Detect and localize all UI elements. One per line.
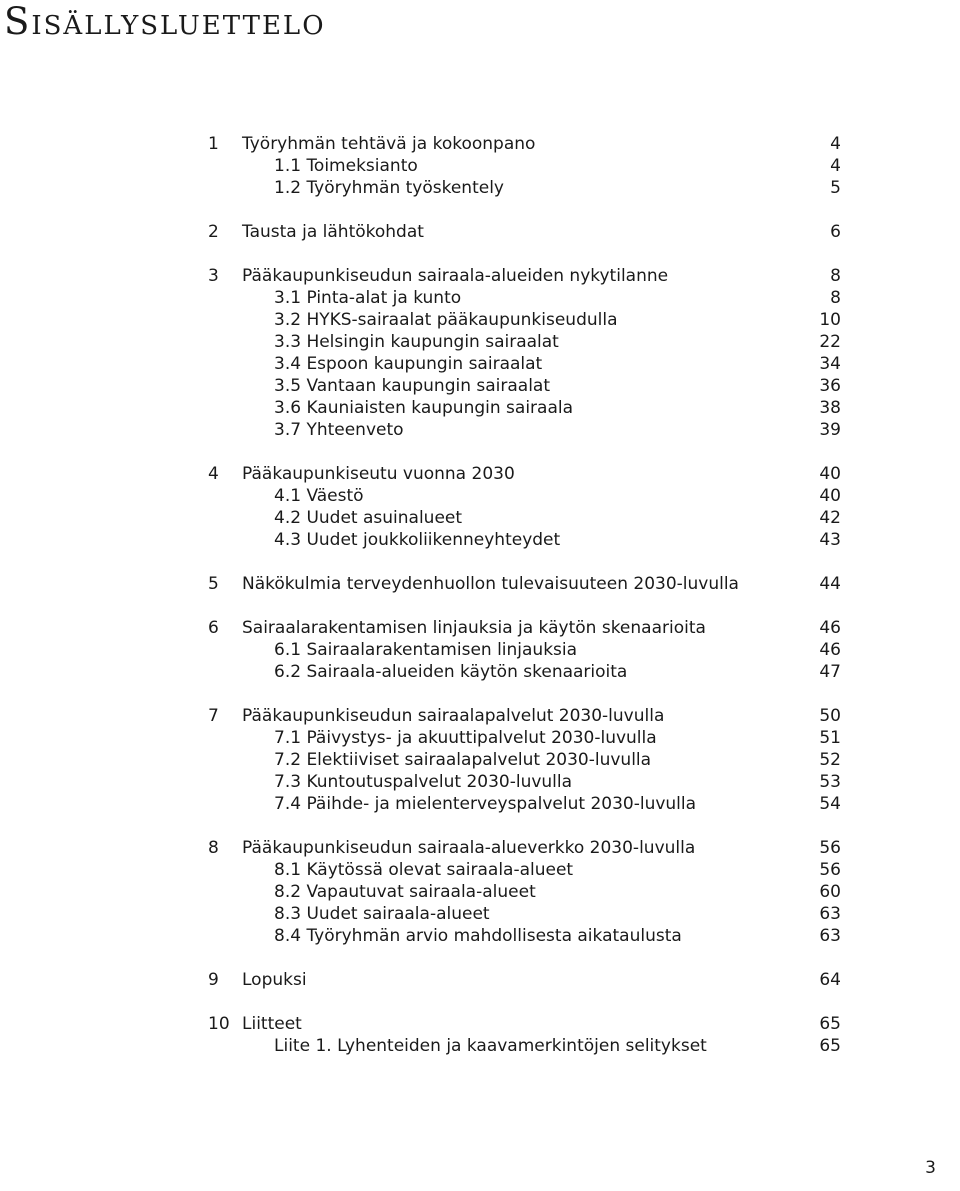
toc-subentry-title: 6.1 Sairaalarakentamisen linjauksia — [274, 640, 578, 660]
toc-subentry[interactable] — [0, 925, 960, 947]
toc-entry-number: 2 — [208, 222, 219, 242]
toc-subentry-title: 1.1 Toimeksianto — [274, 156, 418, 176]
toc-subentry[interactable] — [0, 177, 960, 199]
toc-subentry[interactable] — [0, 155, 960, 177]
toc-entry-title: Sairaalarakentamisen linjauksia ja käytön skenaarioita — [242, 618, 706, 638]
toc-subentry-page: 46 — [819, 640, 841, 660]
toc-section — [0, 837, 960, 947]
toc-entry-number: 7 — [208, 706, 219, 726]
toc-entry[interactable] — [0, 617, 960, 639]
toc-subentry-page: 52 — [819, 750, 841, 770]
toc-section — [0, 265, 960, 441]
toc-entry[interactable] — [0, 969, 960, 991]
toc-entry-title: Liitteet — [242, 1014, 302, 1034]
toc-entry-title: Pääkaupunkiseutu vuonna 2030 — [242, 464, 515, 484]
toc-entry-number: 6 — [208, 618, 219, 638]
toc-subentry-title: 3.7 Yhteenveto — [274, 420, 404, 440]
toc-subentry-title: 6.2 Sairaala-alueiden käytön skenaarioita — [274, 662, 628, 682]
toc-subentry-page: 42 — [819, 508, 841, 528]
toc-subentry-page: 4 — [830, 156, 841, 176]
toc-subentry[interactable] — [0, 529, 960, 551]
toc-subentry[interactable] — [0, 1035, 960, 1057]
toc-entry-number: 1 — [208, 134, 219, 154]
toc-subentry[interactable] — [0, 397, 960, 419]
toc-subentry-title: 7.4 Päihde- ja mielenterveyspalvelut 2030-luvulla — [274, 794, 697, 814]
toc-entry-page: 50 — [819, 706, 841, 726]
toc-subentry-page: 34 — [819, 354, 841, 374]
toc-entry-title: Pääkaupunkiseudun sairaala-alueverkko 2030-luvulla — [242, 838, 696, 858]
toc-subentry-page: 43 — [819, 530, 841, 550]
toc-entry-number: 3 — [208, 266, 219, 286]
toc-subentry[interactable] — [0, 859, 960, 881]
toc-subentry-page: 65 — [819, 1036, 841, 1056]
toc-section — [0, 221, 960, 243]
toc-entry-number: 10 — [208, 1014, 230, 1034]
toc-entry[interactable] — [0, 1013, 960, 1035]
toc-subentry[interactable] — [0, 507, 960, 529]
toc-section — [0, 573, 960, 595]
toc-entry[interactable] — [0, 573, 960, 595]
toc-subentry-title: 3.3 Helsingin kaupungin sairaalat — [274, 332, 559, 352]
toc-subentry-title: 4.3 Uudet joukkoliikenneyhteydet — [274, 530, 561, 550]
toc-subentry-page: 51 — [819, 728, 841, 748]
toc-entry[interactable] — [0, 705, 960, 727]
toc-entry[interactable] — [0, 265, 960, 287]
toc-subentry-page: 53 — [819, 772, 841, 792]
toc-entry-title: Tausta ja lähtökohdat — [242, 222, 424, 242]
toc-entry-page: 40 — [819, 464, 841, 484]
toc-entry-page: 8 — [830, 266, 841, 286]
toc-subentry[interactable] — [0, 287, 960, 309]
toc-subentry[interactable] — [0, 309, 960, 331]
toc-entry-page: 44 — [819, 574, 841, 594]
toc-subentry[interactable] — [0, 903, 960, 925]
toc-section — [0, 617, 960, 683]
toc-entry-page: 4 — [830, 134, 841, 154]
toc-subentry[interactable] — [0, 353, 960, 375]
table-of-contents — [0, 133, 960, 1079]
toc-section — [0, 133, 960, 199]
toc-subentry-page: 38 — [819, 398, 841, 418]
toc-subentry[interactable] — [0, 881, 960, 903]
toc-subentry[interactable] — [0, 331, 960, 353]
page-number: 3 — [925, 1158, 936, 1178]
toc-entry-title: Pääkaupunkiseudun sairaala-alueiden nykytilanne — [242, 266, 669, 286]
toc-subentry-page: 39 — [819, 420, 841, 440]
toc-subentry[interactable] — [0, 639, 960, 661]
toc-subentry-page: 54 — [819, 794, 841, 814]
toc-subentry-title: 7.1 Päivystys- ja akuuttipalvelut 2030-luvulla — [274, 728, 657, 748]
toc-subentry[interactable] — [0, 485, 960, 507]
toc-subentry-page: 56 — [819, 860, 841, 880]
toc-entry-number: 8 — [208, 838, 219, 858]
toc-subentry-page: 63 — [819, 904, 841, 924]
toc-subentry-page: 8 — [830, 288, 841, 308]
toc-subentry[interactable] — [0, 749, 960, 771]
toc-entry-title: Pääkaupunkiseudun sairaalapalvelut 2030-luvulla — [242, 706, 665, 726]
toc-entry-page: 65 — [819, 1014, 841, 1034]
toc-subentry-title: 4.1 Väestö — [274, 486, 364, 506]
toc-entry[interactable] — [0, 221, 960, 243]
toc-subentry[interactable] — [0, 419, 960, 441]
toc-subentry-title: 3.4 Espoon kaupungin sairaalat — [274, 354, 543, 374]
toc-entry-number: 9 — [208, 970, 219, 990]
toc-subentry[interactable] — [0, 793, 960, 815]
toc-subentry[interactable] — [0, 375, 960, 397]
toc-entry-page: 46 — [819, 618, 841, 638]
toc-entry[interactable] — [0, 837, 960, 859]
toc-entry-page: 64 — [819, 970, 841, 990]
toc-entry-page: 6 — [830, 222, 841, 242]
toc-entry[interactable] — [0, 463, 960, 485]
toc-entry-title: Lopuksi — [242, 970, 307, 990]
toc-section — [0, 463, 960, 551]
toc-subentry-page: 47 — [819, 662, 841, 682]
toc-entry-title: Näkökulmia terveydenhuollon tulevaisuuteen 2030-luvulla — [242, 574, 739, 594]
toc-entry-page: 56 — [819, 838, 841, 858]
page-title: Sisällysluettelo — [4, 0, 326, 43]
toc-subentry-page: 5 — [830, 178, 841, 198]
toc-subentry-page: 36 — [819, 376, 841, 396]
toc-subentry-title: 1.2 Työryhmän työskentely — [274, 178, 504, 198]
toc-entry-title: Työryhmän tehtävä ja kokoonpano — [242, 134, 536, 154]
toc-entry-number: 5 — [208, 574, 219, 594]
toc-entry-number: 4 — [208, 464, 219, 484]
toc-section — [0, 705, 960, 815]
toc-subentry-title: 8.2 Vapautuvat sairaala-alueet — [274, 882, 536, 902]
toc-subentry-title: 8.1 Käytössä olevat sairaala-alueet — [274, 860, 574, 880]
toc-subentry-page: 22 — [819, 332, 841, 352]
toc-subentry-title: 3.2 HYKS-sairaalat pääkaupunkiseudulla — [274, 310, 618, 330]
toc-subentry-page: 63 — [819, 926, 841, 946]
toc-subentry-title: 8.4 Työryhmän arvio mahdollisesta aikataulusta — [274, 926, 682, 946]
toc-subentry-title: 3.6 Kauniaisten kaupungin sairaala — [274, 398, 574, 418]
toc-subentry[interactable] — [0, 727, 960, 749]
toc-subentry[interactable] — [0, 661, 960, 683]
toc-subentry-title: 7.2 Elektiiviset sairaalapalvelut 2030-luvulla — [274, 750, 652, 770]
toc-subentry-page: 40 — [819, 486, 841, 506]
toc-subentry-title: Liite 1. Lyhenteiden ja kaavamerkintöjen selitykset — [274, 1036, 707, 1056]
toc-subentry-title: 3.5 Vantaan kaupungin sairaalat — [274, 376, 551, 396]
toc-section — [0, 1013, 960, 1057]
toc-subentry-title: 3.1 Pinta-alat ja kunto — [274, 288, 462, 308]
toc-entry[interactable] — [0, 133, 960, 155]
toc-subentry[interactable] — [0, 771, 960, 793]
toc-subentry-title: 4.2 Uudet asuinalueet — [274, 508, 463, 528]
toc-subentry-title: 7.3 Kuntoutuspalvelut 2030-luvulla — [274, 772, 573, 792]
toc-subentry-page: 60 — [819, 882, 841, 902]
toc-subentry-page: 10 — [819, 310, 841, 330]
toc-section — [0, 969, 960, 991]
toc-subentry-title: 8.3 Uudet sairaala-alueet — [274, 904, 490, 924]
